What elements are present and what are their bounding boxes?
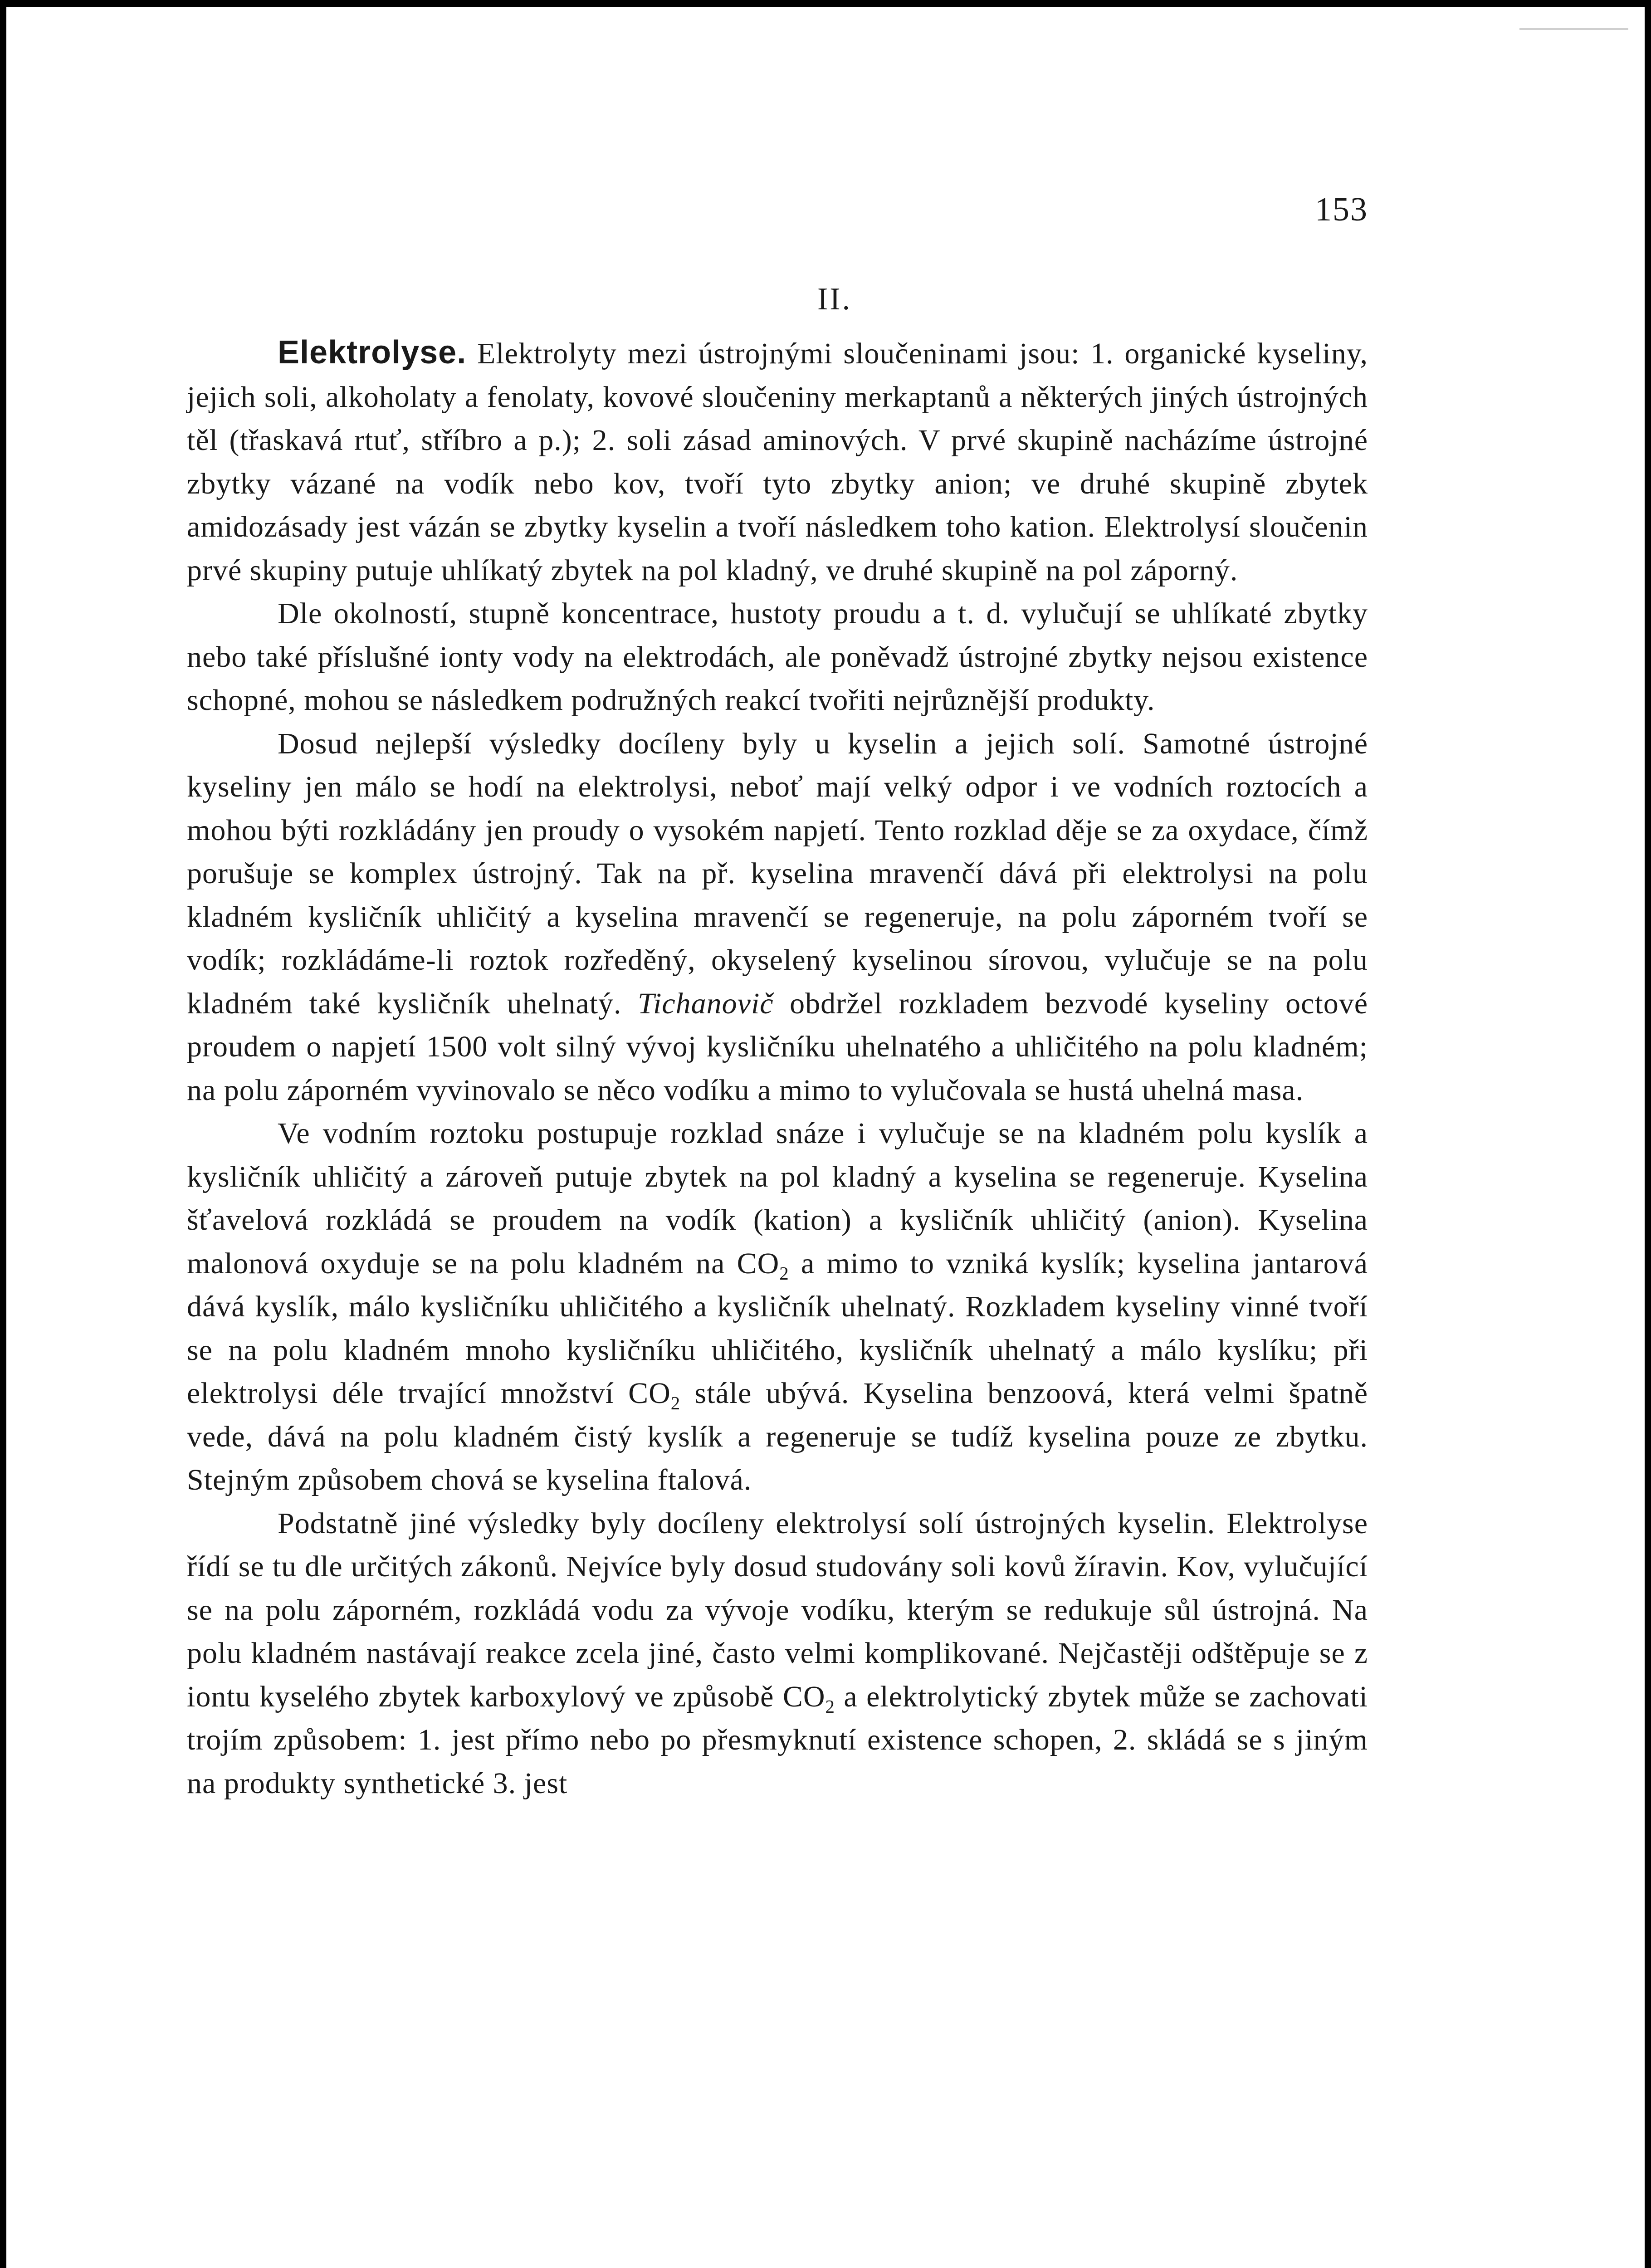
paragraph-3-text-before: Dosud nejlepší výsledky docíleny byly u kyselin a jejich solí. Samotné ústrojné kyseliny jen málo se hodí na elektrolysi, neboť mají velký odpor i ve vodních roztocích a mohou býti rozkládány jen proudy o vysokém napjetí. Tento rozklad děje se za oxydace, čímž porušuje se komplex ústrojný. Tak na př. kyselina mravenčí dává při elektrolysi na polu kladném kysličník uhličitý a kyselina mravenčí se regeneruje, na polu záporném tvoří se vodík; rozkládáme-li roztok rozředěný, okyselený kyselinou sírovou, vylučuje se na polu kladném také kysličník uhelnatý.: [187, 727, 1368, 1020]
author-name: Tichanovič: [637, 987, 774, 1020]
paragraph-4-text-c: stále ubývá. Kyselina benzoová, která velmi špatně vede, dává na polu kladném čistý kyslík a regeneruje se tudíž kyselina pouze ze zbytku. Stejným způsobem chová se kyselina ftalová.: [187, 1377, 1368, 1496]
paragraph-5: [187, 1502, 1368, 1805]
page-number: 153: [1315, 191, 1368, 228]
paragraph-2-text: Dle okolností, stupně koncentrace, hustoty proudu a t. d. vylučují se uhlíkaté zbytky nebo také příslušné ionty vody na elektrodách, ale poněvadž ústrojné zbytky nejsou existence schopné, mohou se následkem podružných reakcí tvořiti nejrůznější produkty.: [187, 597, 1368, 717]
paragraph-4: [187, 1112, 1368, 1502]
paragraph-3: [187, 722, 1368, 1112]
paragraph-4-text-a: Ve vodním roztoku postupuje rozklad snáze i vylučuje se na kladném polu kyslík a kysličník uhličitý a zároveň putuje zbytek na pol kladný a kyselina se regeneruje. Kyselina šťavelová rozkládá se proudem na vodík (kation) a kysličník uhličitý (anion). Kyselina malonová oxyduje se na polu kladném na CO: [187, 1117, 1368, 1280]
paragraph-2: [187, 592, 1368, 722]
paragraph-4-text-b: a mimo to vzniká kyslík; kyselina jantarová dává kyslík, málo kysličníku uhličitého a kysličník uhelnatý. Rozkladem kyseliny vinné tvoří se na polu kladném mnoho kysličníku uhličitého, kysličník uhelnatý a málo kyslíku; při elektrolysi déle trvající množství CO: [187, 1246, 1368, 1410]
paragraph-5-text-a: Podstatně jiné výsledky byly docíleny elektrolysí solí ústrojných kyselin. Elektrolyse řídí se tu dle určitých zákonů. Nejvíce byly dosud studovány soli kovů žíravin. Kov, vylučující se na polu záporném, rozkládá vodu za vývoje vodíku, kterým se redukuje sůl ústrojná. Na polu kladném nastávají reakce zcela jiné, často velmi komplikované. Nejčastěji odštěpuje se z iontu kyselého zbytek karboxylový ve způsobě CO: [187, 1506, 1368, 1713]
subscript: 2: [779, 1263, 789, 1284]
paragraph-1-text: Elektrolyty mezi ústrojnými sloučeninami jsou: 1. organické kyseliny, jejich soli, alkoholaty a fenolaty, kovové sloučeniny merkaptanů a některých jiných ústrojných těl (třaskavá rtuť, stříbro a p.); 2. soli zásad aminových. V prvé skupině nacházíme ústrojné zbytky vázané na vodík nebo kov, tvoří tyto zbytky anion; ve druhé skupině zbytek amidozásady jest vázán se zbytky kyselin a tvoří následkem toho kation. Elektrolysí sloučenin prvé skupiny putuje uhlíkatý zbytek na pol kladný, ve druhé skupině na pol záporný.: [187, 337, 1368, 587]
body-text: [187, 331, 1368, 1805]
lead-word: Elektrolyse.: [278, 334, 467, 371]
subscript: 2: [670, 1393, 681, 1414]
paragraph-1: [187, 331, 1368, 592]
paragraph-5-text-b: a elektrolytický zbytek může se zachovati trojím způsobem: 1. jest přímo nebo po přesmyknutí existence schopen, 2. skládá se s jiným na produkty synthetické 3. jest: [187, 1680, 1368, 1800]
scan-artifact-line: [1519, 28, 1628, 30]
section-heading: II.: [817, 282, 852, 317]
subscript: 2: [825, 1696, 835, 1717]
paragraph-3-text-after: obdržel rozkladem bezvodé kyseliny octové proudem o napjetí 1500 volt silný vývoj kysličníku uhelnatého a uhličitého na polu kladném; na polu záporném vyvinovalo se něco vodíku a mimo to vylučovala se hustá uhelná masa.: [187, 987, 1368, 1107]
